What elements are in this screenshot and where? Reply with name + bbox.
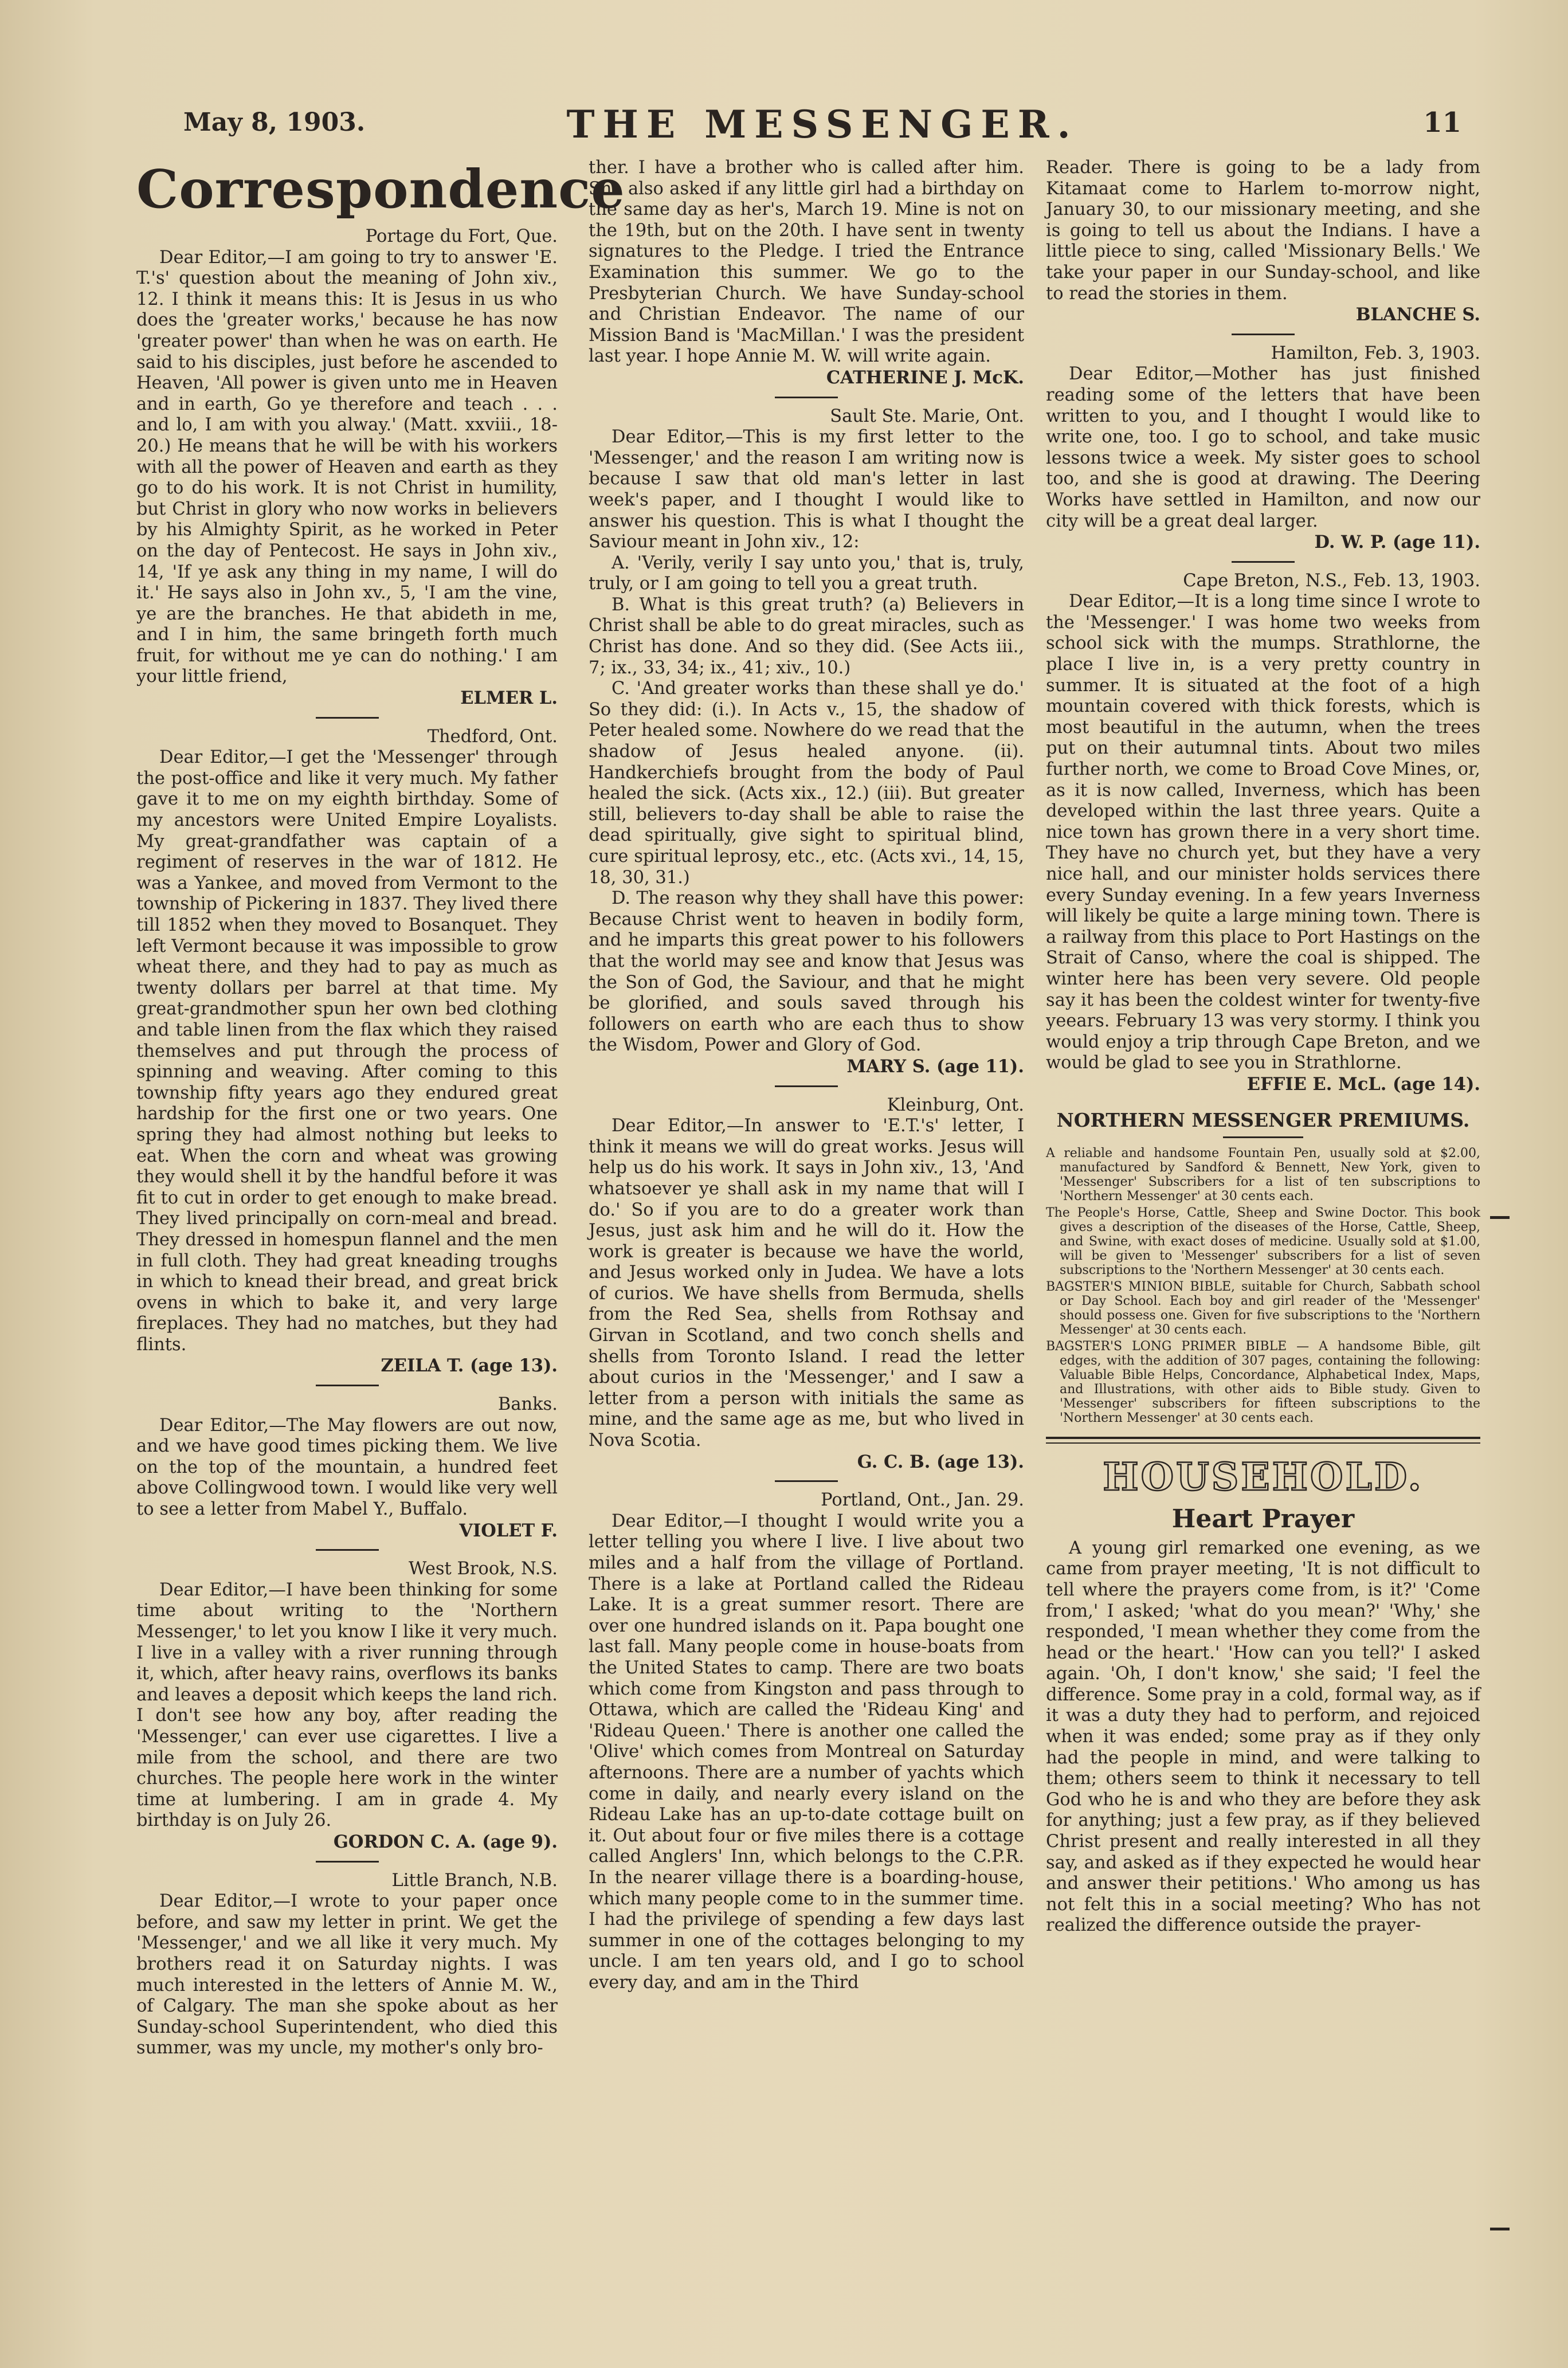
page-number: 11 xyxy=(1423,107,1461,139)
article-body xyxy=(1046,1538,1480,1936)
letter-paragraph: Dear Editor,—I get the 'Messenger' through the post-office and like it very much. My father gave it to me on my eighth birthday. Some of my ancestors were United Empire Loyalists. My great-grandfather was captain of a regiment of reserves in the war of 1812. He was a Yankee, and moved from Vermont to the township of Pickering in 1837. They lived there till 1852 when they moved to Bosanquet. They left Vermont because it was impossible to grow wheat there, and they had to pay as much as twenty dollars per barrel at that time. My great-grandmother spun her own bed clothing and table linen from the flax which they raised themselves and put through the process of spinning and weaving. After coming to this township fifty years ago they endured great hardship for the first one or two years. One spring they had almost nothing but leeks to eat. When the corn and wheat was growing they would shell it by the handful before it was fit to cut in order to get enough to make bread. They lived principally on corn-meal and bread. They dressed in homespun flannel and the men in full cloth. They had great kneading troughs in which to knead their bread, and great brick ovens in which to bake it, and very large fireplaces. They had no matches, but they had flints. xyxy=(136,747,558,1355)
letter-paragraph: Dear Editor,—It is a long time since I wrote to the 'Messenger.' I was home two weeks from school sick with the mumps. Strathlorne, the place I live in, is a very pretty country in summer. It is situated at the foot of a high mountain covered with thick forests, which is most beautiful in the autumn, when the trees put on their autumnal tints. About two miles further north, we come to Broad Cove Mines, or, as it is now called, Inverness, which has been developed within the last three years. Quite a nice town has grown there in a very short time. They have no church yet, but they have a very nice hall, and our minister holds services there every Sunday evening. In a few years Inverness will likely be quite a large mining town. There is a railway from this place to Port Hastings on the Strait of Canso, where the coal is shipped. The winter here has been very severe. Old people say it has been the coldest winter for twenty-five yeears. February 13 was very stormy. I think you would enjoy a trip through Cape Breton, and we would be glad to see you in Strathlorne. xyxy=(1046,591,1480,1073)
letter-dateline: Cape Breton, N.S., Feb. 13, 1903. xyxy=(1183,570,1480,591)
letter-signature: VIOLET F. xyxy=(459,1520,558,1541)
letter-signature: GORDON C. A. (age 9). xyxy=(333,1831,558,1852)
letter-paragraph: Dear Editor,—This is my first letter to the 'Messenger,' and the reason I am writing now is because I saw that old man's letter in last week's paper, and I thought I would like to answer his question. This is what I thought the Saviour meant in John xiv., 12: xyxy=(589,427,1024,552)
letter-paragraph: C. 'And greater works than these shall ye do.' So they did: (i.). In Acts v., 15, the shadow of Peter healed some. Nowhere do we read that the shadow of Jesus healed anyone. (ii). Handkerchiefs brought from the body of Paul healed the sick. (Acts xix., 12.) (iii). But greater still, believers to-day shall be able to raise the dead spiritually, give sight to spiritual blind, cure spiritual leprosy, etc., etc. (Acts xvi., 14, 15, 18, 30, 31.) xyxy=(589,679,1024,888)
page-header xyxy=(183,102,1461,154)
column-1 xyxy=(136,158,625,2059)
letter-divider xyxy=(316,1861,379,1863)
premiums-title: NORTHERN MESSENGER PREMIUMS. xyxy=(1056,1108,1470,1131)
letter xyxy=(136,727,558,1377)
letter-divider xyxy=(316,717,379,719)
letter-signature: ELMER L. xyxy=(460,688,558,709)
letter-paragraph: ther. I have a brother who is called after him. She also asked if any little girl had a birthday on the same day as her's, March 19. Mine is not on the 19th, but on the 20th. I have sent in twenty signatures to the Pledge. I tried the Entrance Examination this summer. We go to the Presbyterian Church. We have Sunday-school and Christian Endeavor. The name of our Mission Band is 'MacMillan.' I was the president last year. I hope Annie M. W. will write again. xyxy=(589,158,1024,367)
letter-divider xyxy=(775,1085,838,1087)
margin-mark xyxy=(1490,2228,1510,2230)
letter-dateline: Thedford, Ont. xyxy=(427,726,558,747)
letter-dateline: Sault Ste. Marie, Ont. xyxy=(830,406,1024,426)
letter-dateline: Portland, Ont., Jan. 29. xyxy=(821,1490,1024,1511)
premiums-rule xyxy=(1223,1136,1303,1138)
article-title: Heart Prayer xyxy=(1171,1504,1355,1534)
premium-item: BAGSTER'S MINION BIBLE, suitable for Church, Sabbath school or Day School. Each boy and girl reader of the 'Messenger' should possess one. Given for five subscriptions to the 'Northern Messenger' at 30 cents each. xyxy=(1046,1280,1480,1338)
letter xyxy=(589,158,1024,389)
column-3 xyxy=(1046,158,1480,1936)
letter-paragraph: Dear Editor,—I thought I would write you a letter telling you where I live. I live about two miles and a half from the village of Portland. There is a lake at Portland called the Rideau Lake. It is a great summer resort. There are over one hundred islands on it. Papa bought one last fall. Many people come in house-boats from the United States to camp. There are two boats which come from Kingston and pass through to Ottawa, which are called the 'Rideau King' and 'Rideau Queen.' There is another one called the 'Olive' which comes from Montreal on Saturday afternoons. There are a number of yachts which come in daily, and nearly every island on the Rideau Lake has an up-to-date cottage built on it. Out about four or five miles there is a cottage called Anglers' Inn, which belongs to the C.P.R. In the nearer village there is a boarding-house, which many people come to in the summer time. I had the privilege of spending a few days last summer in one of the cottages belonging to my uncle. I am ten years old, and I go to school every day, and am in the Third xyxy=(589,1511,1024,1993)
premium-item: A reliable and handsome Fountain Pen, usually sold at $2.00, manufactured by Sandford & Bennett, New York, given to 'Messenger' Subscribers for a list of ten subscriptions to 'Northern Messenger' at 30 cents each. xyxy=(1046,1146,1480,1204)
letters-column-2 xyxy=(589,158,1024,1993)
letter-signature: G. C. B. (age 13). xyxy=(857,1451,1024,1472)
letter-paragraph: Dear Editor,—I have been thinking for some time about writing to the 'Northern Messenger,' to let you know I like it very much. I live in a valley with a river running through it, which, after heavy rains, overflows its banks and leaves a deposit which keeps the land rich. I don't see how any boy, after reading the 'Messenger,' can ever use cigarettes. I live a mile from the school, and there are two churches. The people here work in the winter time at lumbering. I am in grade 4. My birthday is on July 26. xyxy=(136,1579,558,1831)
premium-item: The People's Horse, Cattle, Sheep and Swine Doctor. This book gives a description of the diseases of the Horse, Cattle, Sheep, and Swine, with exact doses of medicine. Usually sold at $1.00, will be given to 'Messenger' subscribers for a list of seven subscriptions to the 'Northern Messenger' at 30 cents each. xyxy=(1046,1206,1480,1278)
letter xyxy=(1046,343,1480,553)
premium-item: BAGSTER'S LONG PRIMER BIBLE — A handsome Bible, gilt edges, with the addition of 307 pages, containing the following: Valuable Bible Helps, Concordance, Alphabetical Index, Maps, and Illustrations, with other aids to Bible study. Given to 'Messenger' subscribers for fifteen subscriptions to the 'Northern Messenger' at 30 cents each. xyxy=(1046,1339,1480,1426)
letter-dateline: Banks. xyxy=(497,1394,558,1415)
letter-paragraph: Reader. There is going to be a lady from Kitamaat come to Harlem to-morrow night, January 30, to our missionary meeting, and she is going to tell us about the Indians. I have a little piece to sing, called 'Missionary Bells.' We take your paper in our Sunday-school, and like to read the stories in them. xyxy=(1046,158,1480,304)
letter-divider xyxy=(775,1480,838,1482)
masthead-title: THE MESSENGER. xyxy=(566,102,1079,147)
letter-paragraph: B. What is this great truth? (a) Believers in Christ shall be able to do great miracles, such as Christ has done. And so they did. (See Acts iii., 7; ix., 33, 34; ix., 41; xiv., 10.) xyxy=(589,594,1024,678)
letter-paragraph: Dear Editor,—The May flowers are out now, and we have good times picking them. We live on the top of the mountain, a hundred feet above Collingwood town. I would like very well to see a letter from Mabel Y., Buffalo. xyxy=(136,1415,558,1520)
letter-paragraph: Dear Editor,—I am going to try to answer 'E. T.'s' question about the meaning of John xiv., 12. I think it means this: It is Jesus in us who does the 'greater works,' because he has now 'greater power' than when he was on earth. He said to his disciples, just before he ascended to Heaven, 'All power is given unto me in Heaven and in earth, Go ye therefore and teach . . . and lo, I am with you alway.' (Matt. xxviii., 18-20.) He means that he will be with his workers with all the power of Heaven and earth as they go to do his work. It is not Christ in humility, but Christ in glory who now works in believers by his Almighty Spirit, as he worked in Peter on the day of Pentecost. He says in John xiv., 14, 'If ye ask any thing in my name, I will do it.' He says also in John xv., 5, 'I am the vine, ye are the branches. He that abideth in me, and I in him, the same bringeth forth much fruit, for without me ye can do nothing.' I am your little friend, xyxy=(136,247,558,687)
letter-dateline: West Brook, N.S. xyxy=(408,1559,558,1579)
column-2 xyxy=(589,158,1024,1993)
letter xyxy=(589,1095,1024,1473)
premiums-list xyxy=(1046,1146,1480,1425)
section-divider xyxy=(1046,1437,1480,1444)
letter-signature: EFFIE E. McL. (age 14). xyxy=(1246,1073,1480,1095)
letter-paragraph: Dear Editor,—I wrote to your paper once before, and saw my letter in print. We get the 'Messenger,' and we all like it very much. My brothers read it on Saturday nights. I was much interested in the letters of Annie M. W., of Calgary. The man she spoke about as her Sunday-school Superintendent, who died this summer, was my uncle, my mother's only bro- xyxy=(136,1891,558,2059)
letter-signature: D. W. P. (age 11). xyxy=(1314,532,1480,553)
letter-paragraph: A. 'Verily, verily I say unto you,' that is, truly, truly, or I am going to tell you a great truth. xyxy=(589,552,1024,594)
letter-signature: BLANCHE S. xyxy=(1355,304,1480,326)
letter xyxy=(136,1394,558,1541)
letter-paragraph: Dear Editor,—In answer to 'E.T.'s' letter, I think it means we will do great works. Jesus will help us do his work. It says in John xiv., 13, 'And whatsoever ye shall ask in my name that will I do.' So if you are to do a greater work than Jesus, just ask him and he will do it. How the work is greater is because we have the world, and Jesus worked only in Judea. We have a lots of curios. We have shells from Bermuda, shells from the Red Sea, shells from Rothsay and Girvan in Scotland, and two conch shells and shells from Toronto Island. I read the letter about curios in the 'Messenger,' and I saw a letter from a person with initials the same as mine, and the same age as me, but who lived in Nova Scotia. xyxy=(589,1116,1024,1451)
letter-signature: CATHERINE J. McK. xyxy=(826,367,1024,388)
margin-mark xyxy=(1490,1216,1510,1219)
letter xyxy=(136,1871,558,2059)
article-paragraph: A young girl remarked one evening, as we came from prayer meeting, 'It is not difficult to tell where the prayers come from, is it?' 'Come from,' I asked; 'what do you mean?' 'Why,' she responded, 'I mean whether they come from the head or the heart.' 'How can you tell?' I asked again. 'Oh, I don't know,' she said; 'I feel the difference. Some pray in a cold, formal way, as if it was a duty they had to perform, and rejoiced when it was ended; some pray as if they only had the people in mind, and were talking to them; others seem to think it necessary to tell God who he is and who they are before they ask for anything; just a few pray, as if they believed Christ present and really interested in all they say, and asked as if they expected he would hear and answer their petitions.' Who among us has not felt this in a social meeting? Who has not realized the difference outside the prayer- xyxy=(1046,1538,1480,1936)
household-heading: HOUSEHOLD. xyxy=(1103,1454,1424,1500)
letter-signature: MARY S. (age 11). xyxy=(846,1056,1024,1077)
letter xyxy=(136,1559,558,1852)
letter xyxy=(589,1490,1024,1993)
letters-column-1 xyxy=(136,226,558,2059)
letter-divider xyxy=(316,1549,379,1551)
letter-divider xyxy=(775,397,838,398)
issue-date: May 8, 1903. xyxy=(183,108,366,137)
letter-dateline: Little Branch, N.B. xyxy=(391,1870,558,1891)
letter xyxy=(1046,158,1480,326)
correspondence-title: Correspondence xyxy=(136,158,625,220)
letters-column-3 xyxy=(1046,158,1480,1095)
letter xyxy=(136,226,558,709)
letter-signature: ZEILA T. (age 13). xyxy=(381,1355,558,1377)
letter-divider xyxy=(1232,561,1295,563)
letter xyxy=(1046,571,1480,1095)
letter-dateline: Hamilton, Feb. 3, 1903. xyxy=(1271,343,1480,363)
letter-dateline: Kleinburg, Ont. xyxy=(887,1095,1024,1115)
letter-divider xyxy=(316,1385,379,1386)
letter-paragraph: D. The reason why they shall have this power: Because Christ went to heaven in bodily form, and he imparts this great power to his followers that the world may see and know that Jesus was the Son of God, the Saviour, and that he might be glorified, and souls saved through his followers on earth who are each thus to show the Wisdom, Power and Glory of God. xyxy=(589,888,1024,1056)
letter-dateline: Portage du Fort, Que. xyxy=(365,226,558,246)
letter-divider xyxy=(1232,334,1295,335)
letter-paragraph: Dear Editor,—Mother has just finished reading some of the letters that have been written to you, and I thought I would like to write one, too. I go to school, and take music lessons twice a week. My sister goes to school too, and she is good at drawing. The Deering Works have settled in Hamilton, and now our city will be a great deal larger. xyxy=(1046,364,1480,531)
letter xyxy=(589,406,1024,1077)
